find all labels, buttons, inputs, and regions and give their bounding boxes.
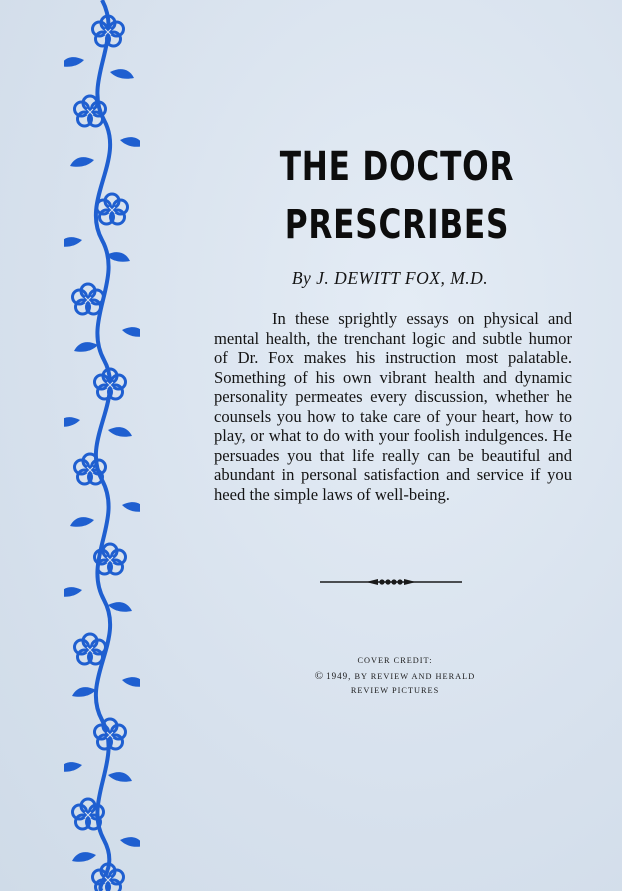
book-description: In these sprightly essays on physical and mental health, the trenchant logic and subtle humor of Dr. Fox makes his instruction most palatable. Something of his own vibrant health and dynamic personality permeates every discussion, whether he counsels you how to take care of your heart, how to play, or what to do with your foolish indulgences. He persuades you that life really can be beautiful and abundant in personal satisfaction and service if you heed the simple laws of well-being. <box>214 309 572 504</box>
author-byline: By J. DEWITT FOX, M.D. <box>291 268 489 288</box>
decorative-rule-ornament-icon <box>320 574 462 590</box>
copyright-year: 1949, <box>326 671 352 681</box>
title-line-1: THE DOCTOR <box>279 144 515 190</box>
copyright-holder: BY REVIEW AND HERALD <box>354 672 476 681</box>
copyright-symbol: © <box>314 670 324 682</box>
cover-credit-heading: COVER CREDIT: <box>357 656 433 665</box>
title-line-2: PRESCRIBES <box>284 202 510 248</box>
cover-credit-copyright <box>290 670 500 682</box>
cover-credit-source: REVIEW PICTURES <box>350 686 440 695</box>
floral-vine-border-icon <box>64 0 140 891</box>
